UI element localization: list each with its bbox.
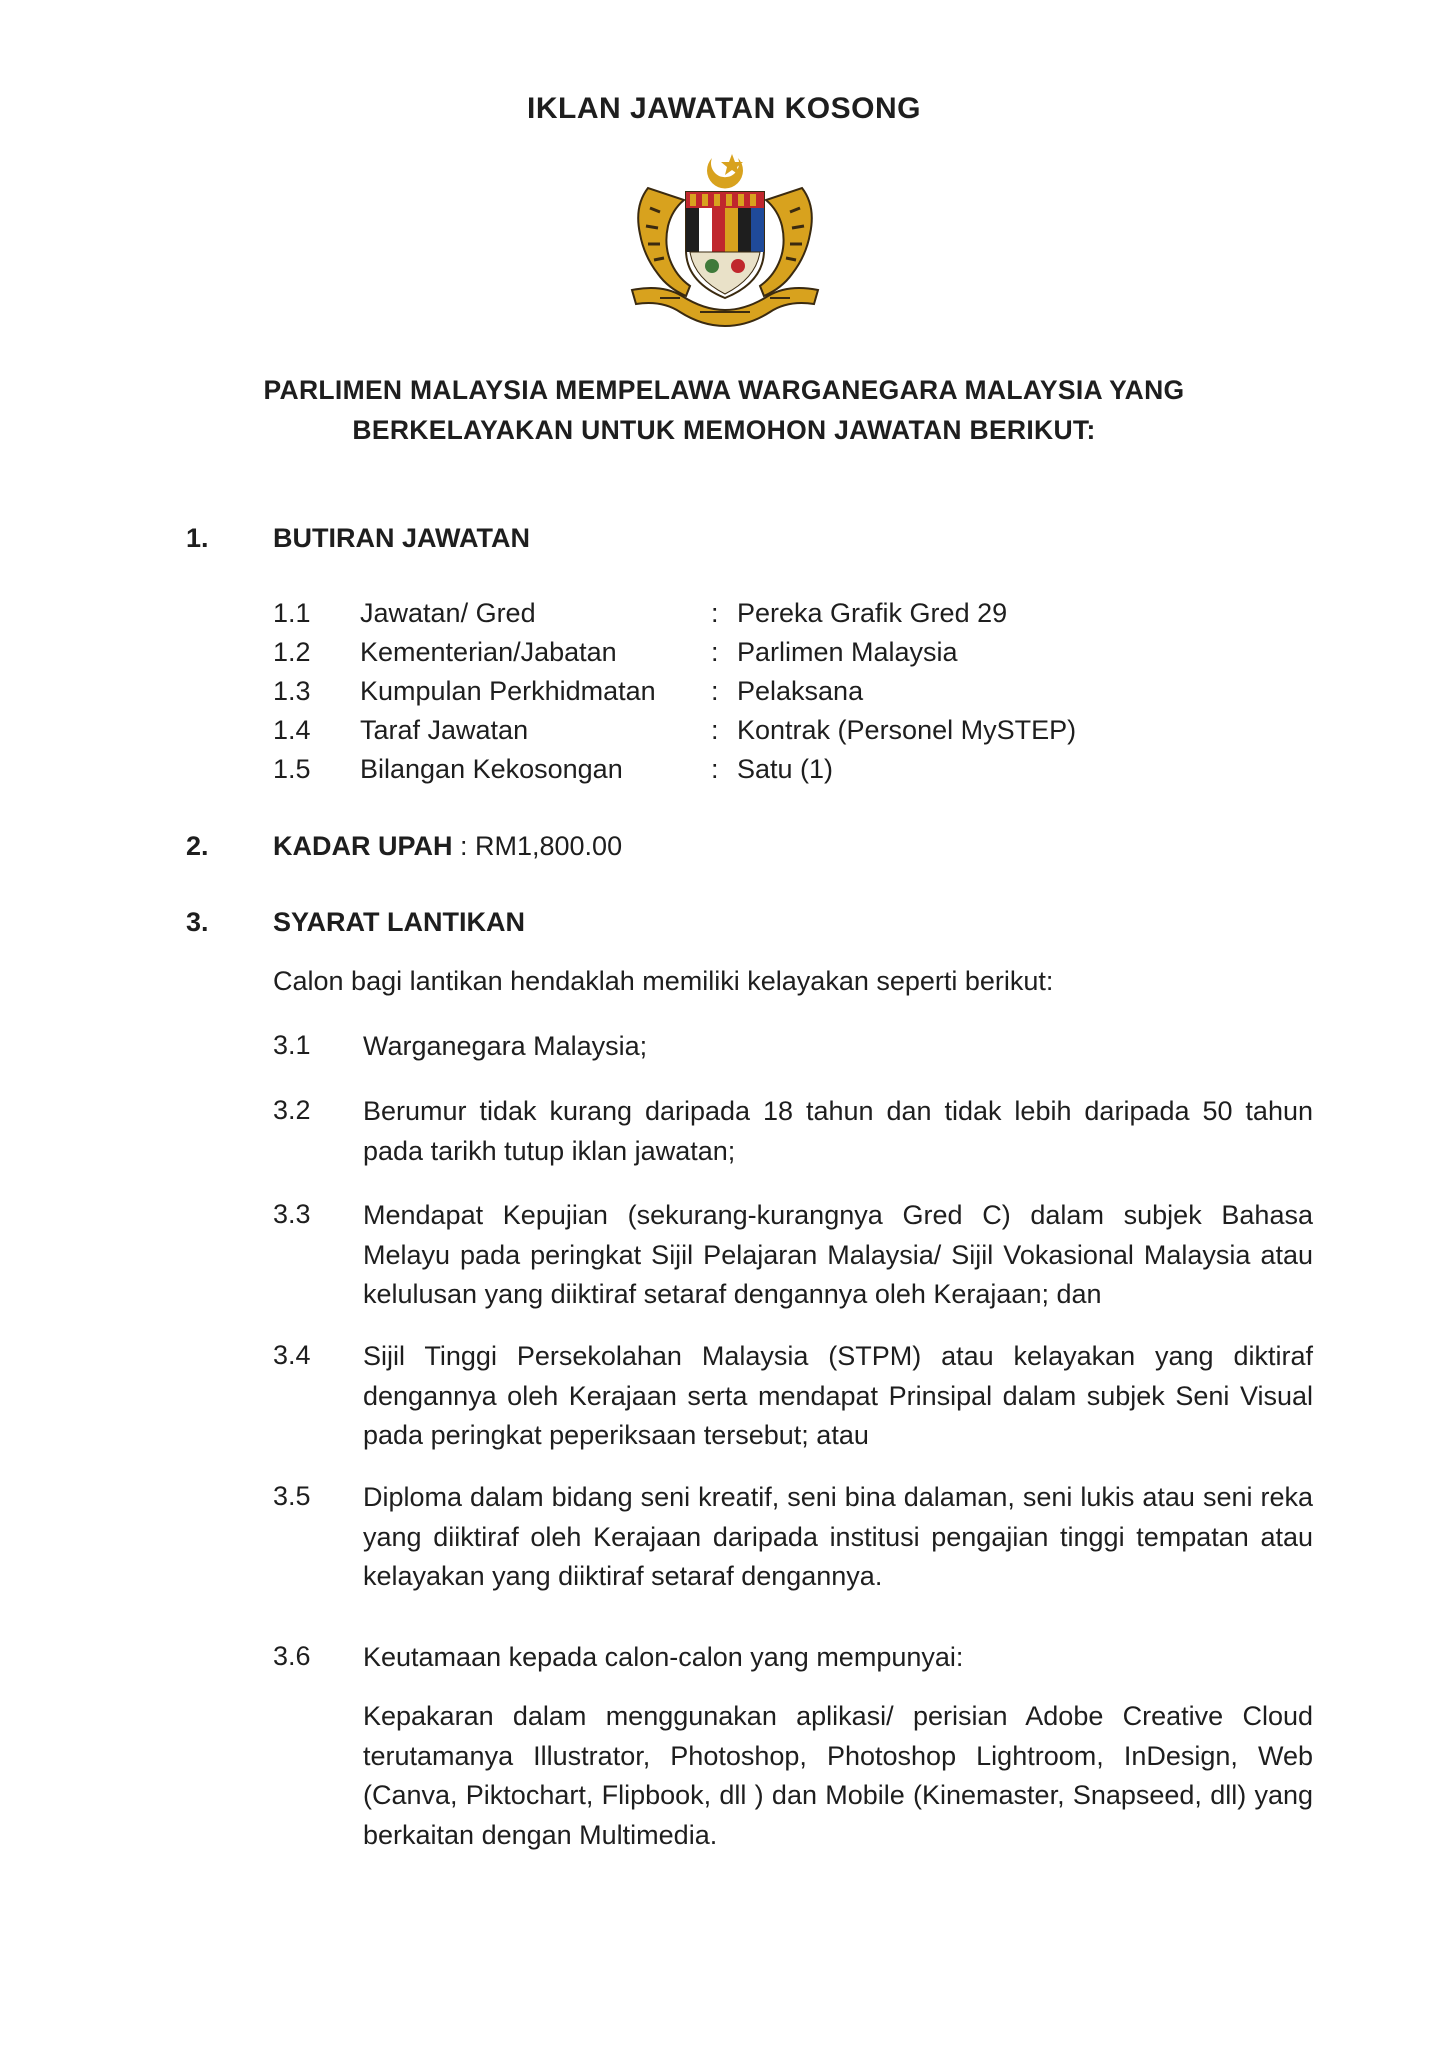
requirement-number: 3.3 xyxy=(273,1199,311,1229)
requirement-number: 3.2 xyxy=(273,1095,311,1125)
detail-label: Bilangan Kekosongan xyxy=(360,754,623,784)
detail-number: 1.2 xyxy=(273,637,311,667)
wage-value: : RM1,800.00 xyxy=(452,831,623,861)
section-1-heading: BUTIRAN JAWATAN xyxy=(273,523,530,553)
detail-number: 1.3 xyxy=(273,676,311,706)
detail-value: Satu (1) xyxy=(737,754,834,784)
requirement-number: 3.4 xyxy=(273,1340,311,1370)
requirement-text: Warganegara Malaysia; xyxy=(363,1031,648,1061)
detail-label: Kementerian/Jabatan xyxy=(360,637,617,667)
detail-number: 1.5 xyxy=(273,754,311,784)
detail-number: 1.4 xyxy=(273,715,311,745)
invitation-line-1: PARLIMEN MALAYSIA MEMPELAWA WARGANEGARA MALAYSIA YANG xyxy=(263,375,1185,405)
requirement-text: Berumur tidak kurang daripada 18 tahun dan tidak lebih daripada 50 tahun pada tarikh tutup iklan jawatan; xyxy=(363,1096,1313,1166)
section-3-heading: SYARAT LANTIKAN xyxy=(273,907,526,937)
section-1-number: 1. xyxy=(186,523,209,553)
requirement-number: 3.5 xyxy=(273,1481,311,1511)
page-title: IKLAN JAWATAN KOSONG xyxy=(527,92,921,125)
detail-number: 1.1 xyxy=(273,598,311,628)
detail-colon: : xyxy=(711,637,719,667)
detail-label: Taraf Jawatan xyxy=(360,715,529,745)
detail-value: Pelaksana xyxy=(737,676,864,706)
wage-label: KADAR UPAH xyxy=(273,831,453,861)
section-3-number: 3. xyxy=(186,907,209,937)
detail-colon: : xyxy=(711,715,719,745)
detail-label: Kumpulan Perkhidmatan xyxy=(360,676,656,706)
requirement-number: 3.1 xyxy=(273,1030,311,1060)
requirement-text: Sijil Tinggi Persekolahan Malaysia (STPM) atau kelayakan yang diktiraf dengannya oleh Kerajaan serta mendapat Prinsipal dalam subjek Seni Visual pada peringkat peperiksaan tersebut; atau xyxy=(363,1341,1313,1450)
detail-colon: : xyxy=(711,598,719,628)
detail-colon: : xyxy=(711,676,719,706)
requirement-text: Keutamaan kepada calon-calon yang mempunyai: xyxy=(363,1642,964,1672)
invitation-line-2: BERKELAYAKAN UNTUK MEMOHON JAWATAN BERIKUT: xyxy=(352,415,1096,445)
section-2-heading xyxy=(273,831,622,862)
detail-label: Jawatan/ Gred xyxy=(360,598,536,628)
preference-text: Kepakaran dalam menggunakan aplikasi/ perisian Adobe Creative Cloud terutamanya Illustrator, Photoshop, Photoshop Lightroom, InDesign, Web (Canva, Piktochart, Flipbook, dll ) dan Mobile (Kinemaster, Snapseed, dll) yang berkaitan dengan Multimedia. xyxy=(363,1701,1313,1850)
requirement-text: Diploma dalam bidang seni kreatif, seni bina dalaman, seni lukis atau seni reka yang diiktiraf oleh Kerajaan daripada institusi pengajian tinggi tempatan atau kelayakan yang diiktiraf setaraf dengannya. xyxy=(363,1482,1313,1591)
section-2-number: 2. xyxy=(186,831,209,861)
detail-value: Pereka Grafik Gred 29 xyxy=(737,598,1008,628)
invitation-heading xyxy=(0,370,1448,450)
requirement-number: 3.6 xyxy=(273,1641,311,1671)
detail-value: Kontrak (Personel MySTEP) xyxy=(737,715,1077,745)
detail-colon: : xyxy=(711,754,719,784)
coat-of-arms-emblem xyxy=(620,148,830,330)
detail-value: Parlimen Malaysia xyxy=(737,637,958,667)
requirement-text: Mendapat Kepujian (sekurang-kurangnya Gred C) dalam subjek Bahasa Melayu pada peringkat Sijil Pelajaran Malaysia/ Sijil Vokasional Malaysia atau kelulusan yang diiktiraf setaraf dengannya oleh Kerajaan; dan xyxy=(363,1200,1313,1309)
requirements-intro: Calon bagi lantikan hendaklah memiliki kelayakan seperti berikut: xyxy=(273,966,1054,996)
